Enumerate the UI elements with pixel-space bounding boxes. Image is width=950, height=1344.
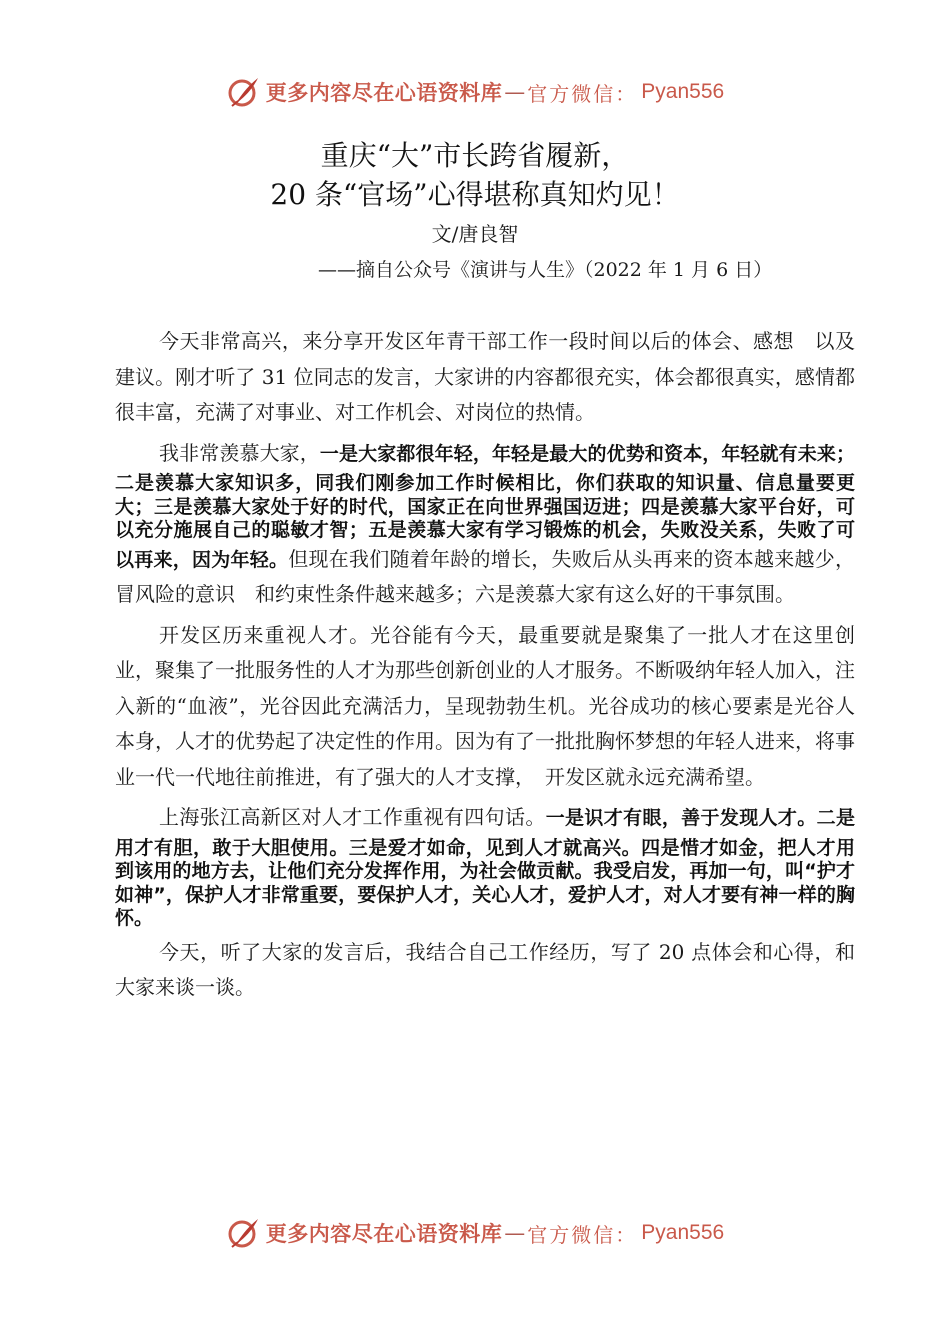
article-title-line2: 20 条“官场”心得堪称真知灼见！ [270, 178, 680, 211]
header-banner [0, 72, 950, 112]
paragraph-1: 今天非常高兴，来分享开发区年青干部工作一段时间以后的体会、感想 以及建议。刚才听了 31 位同志的发言，大家讲的内容都很充实，体会都很真实，感情都很丰富，充满了对事业、对工作机会、对岗位的热情。 [115, 329, 855, 424]
paragraph-2-tail: 但现在我们随着年龄的增长，失败后从头再来的资本越来越少，冒风险的意识 和约束性条件越来越多；六是羡慕大家有这么好的干事氛围。 [115, 546, 855, 606]
footer-wechat-id: Pyan556 [641, 1221, 725, 1244]
footer-dash: — [504, 1221, 526, 1245]
paragraph-3: 开发区历来重视人才。光谷能有今天，最重要就是聚集了一批人才在这里创业，聚集了一批服务性的人才为那些创新创业的人才服务。不断吸纳年轻人加入，注入新的“血液”，光谷因此充满活力，呈现勃勃生机。光谷成功的核心要素是光谷人本身，人才的优势起了决定性的作用。因为有了一批批胸怀梦想的年轻人进来，将事业一代一代地往前推进，有了强大的人才支撑， 开发区就永远充满希望。 [115, 622, 855, 789]
footer-banner [0, 1213, 950, 1253]
footer-brand-text: 更多内容尽在心语资料库 [265, 1221, 503, 1246]
paragraph-5: 今天，听了大家的发言后，我结合自己工作经历，写了 20 点体会和心得，和大家来谈一谈。 [115, 939, 855, 999]
article-title-line1: 重庆“大”市长跨省履新， [320, 139, 630, 172]
quill-logo-icon [226, 74, 262, 110]
footer-wechat-label: 官方微信： [527, 1222, 638, 1247]
paragraph-2-bold: 一是大家都很年轻，年轻是最大的优势和资本，年轻就有未来；二是羡慕大家知识多，同我们刚参加工作时候相比，你们获取的知识量、信息量要更大；三是羡慕大家处于好的时代，国家正在向世界强国迈进；四是羡慕大家平台好，可以充分施展自己的聪敏才智；五是羡慕大家有学习锻炼的机会，失败没关系，失败了可以再来，因为年轻。 [115, 442, 855, 571]
article-author: 文/唐良智 [431, 222, 519, 246]
banner-wechat-id: Pyan556 [641, 80, 725, 103]
paragraph-4-bold: 一是识才有眼，善于发现人才。二是用才有胆，敢于大胆使用。三是爱才如命，见到人才就高兴。四是惜才如金，把人才用到该用的地方去，让他们充分发挥作用，为社会做贡献。我受启发，再加一句，叫“护才如神”，保护人才非常重要，要保护人才，关心人才，爱护人才，对人才要有神一样的胸怀。 [115, 807, 855, 929]
paragraph-4-lead: 上海张江高新区对人才工作重视有四句话。 [159, 805, 546, 829]
banner-wechat-label: 官方微信： [527, 81, 638, 106]
article-source: ——摘自公众号《演讲与人生》（2022 年 1 月 6 日） [318, 259, 773, 281]
banner-dash: — [504, 80, 526, 104]
paragraph-4 [115, 796, 855, 934]
paragraph-2 [115, 432, 855, 617]
banner-brand-text: 更多内容尽在心语资料库 [265, 80, 503, 105]
article-body [115, 324, 855, 1006]
paragraph-2-lead: 我非常羡慕大家， [159, 440, 320, 465]
quill-logo-icon [226, 1215, 262, 1251]
